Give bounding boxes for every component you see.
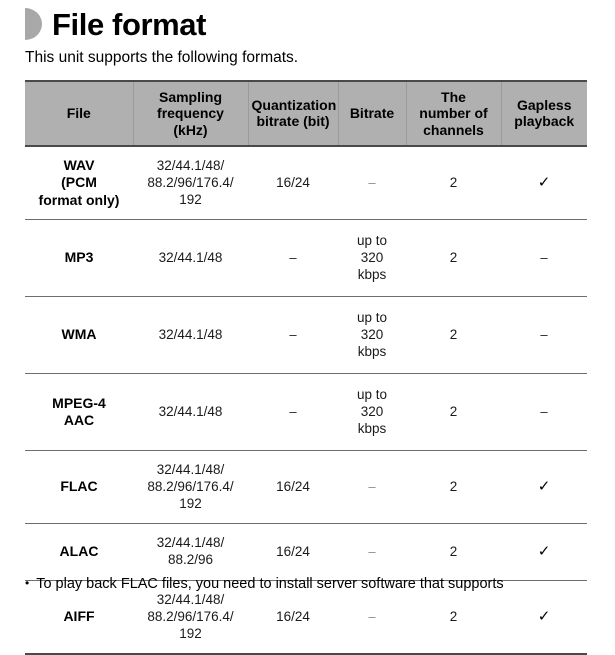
file-line-1: WAV <box>63 156 95 173</box>
cell-quantization-bitrate: 16/24 <box>248 581 338 655</box>
cell-quantization-bitrate: 16/24 <box>248 524 338 581</box>
bitrate-line-2: 320 <box>360 326 384 342</box>
check-icon: ✓ <box>537 542 551 560</box>
sampling-line-2: 88.2/96/176.4/ <box>147 174 234 190</box>
column-header-file <box>25 81 133 147</box>
file-line-3: format only) <box>38 191 120 208</box>
column-header-quantization-line-2: bitrate (bit) <box>256 113 330 130</box>
cell-quantization-bitrate: 16/24 <box>248 451 338 524</box>
cell-gapless-playback: – <box>501 220 587 297</box>
column-header-number-of-channels <box>406 81 501 147</box>
file-line-1: ALAC <box>59 543 99 560</box>
sampling-line-1: 32/44.1/48/ <box>156 461 225 477</box>
sampling-line-1: 32/44.1/48 <box>158 326 223 342</box>
footnote <box>25 575 600 591</box>
page-title: File format <box>52 6 207 42</box>
table-row <box>25 581 587 655</box>
cell-sampling-frequency <box>133 146 248 220</box>
cell-number-of-channels: 2 <box>406 297 501 374</box>
column-header-channels-line-3: channels <box>423 121 484 138</box>
file-line-1: AIFF <box>63 608 95 625</box>
bitrate-line-1: up to <box>356 232 388 248</box>
column-header-bitrate <box>338 81 406 147</box>
column-header-channels-line-1: The <box>441 88 466 105</box>
cell-gapless-playback: – <box>501 374 587 451</box>
cell-number-of-channels: 2 <box>406 146 501 220</box>
file-line-2: AAC <box>63 412 95 429</box>
bitrate-line-1: – <box>368 544 376 560</box>
cell-file <box>25 220 133 297</box>
table-row <box>25 374 587 451</box>
bitrate-line-1: – <box>368 175 376 191</box>
cell-sampling-frequency <box>133 374 248 451</box>
cell-gapless-playback <box>501 146 587 220</box>
bitrate-line-1: – <box>368 609 376 625</box>
cell-gapless-playback <box>501 581 587 655</box>
column-header-channels-line-2: number of <box>419 105 488 122</box>
footnote-text: To play back FLAC files, you need to install server software that supports <box>36 576 504 591</box>
column-header-bitrate-line-1: Bitrate <box>349 105 395 122</box>
cell-bitrate <box>338 374 406 451</box>
table-row <box>25 220 587 297</box>
column-header-sampling-frequency <box>133 81 248 147</box>
bitrate-line-1: – <box>368 479 376 495</box>
sampling-line-2: 88.2/96/176.4/ <box>147 608 234 624</box>
table-row <box>25 451 587 524</box>
table-header-row <box>25 81 587 147</box>
cell-file <box>25 451 133 524</box>
column-header-sampling-line-1: Sampling <box>158 88 222 105</box>
bitrate-line-1: up to <box>356 309 388 325</box>
half-circle-marker-icon <box>25 8 42 40</box>
cell-gapless-playback <box>501 451 587 524</box>
cell-sampling-frequency <box>133 220 248 297</box>
file-line-1: MP3 <box>64 249 94 266</box>
sampling-line-3: 192 <box>179 625 202 641</box>
cell-sampling-frequency <box>133 524 248 581</box>
cell-number-of-channels: 2 <box>406 451 501 524</box>
column-header-sampling-line-2: frequency <box>157 105 224 122</box>
bitrate-line-2: 320 <box>360 249 384 265</box>
cell-number-of-channels: 2 <box>406 524 501 581</box>
cell-number-of-channels: 2 <box>406 374 501 451</box>
sampling-line-3: 192 <box>179 495 202 511</box>
column-header-gapless-playback <box>501 81 587 147</box>
cell-gapless-playback <box>501 524 587 581</box>
column-header-gapless-line-2: playback <box>514 113 575 130</box>
column-header-quantization-bitrate <box>248 81 338 147</box>
column-header-quantization-line-1: Quantization <box>251 96 337 113</box>
cell-bitrate <box>338 146 406 220</box>
cell-file <box>25 581 133 655</box>
file-line-2: (PCM <box>61 174 97 191</box>
file-line-1: WMA <box>61 326 97 343</box>
cell-bitrate <box>338 297 406 374</box>
table-row <box>25 146 587 220</box>
check-icon: ✓ <box>537 173 551 191</box>
file-format-table-container <box>25 80 587 655</box>
cell-quantization-bitrate: – <box>248 297 338 374</box>
cell-bitrate <box>338 581 406 655</box>
bitrate-line-3: kbps <box>357 420 387 436</box>
sampling-line-3: 192 <box>179 191 202 207</box>
cell-sampling-frequency <box>133 581 248 655</box>
cell-quantization-bitrate: – <box>248 220 338 297</box>
column-header-gapless-line-1: Gapless <box>517 96 572 113</box>
sampling-line-1: 32/44.1/48 <box>158 403 223 419</box>
cell-sampling-frequency <box>133 297 248 374</box>
file-line-1: MPEG-4 <box>52 394 106 411</box>
column-header-file-line-1: File <box>66 105 91 122</box>
sampling-line-1: 32/44.1/48/ <box>156 157 225 173</box>
cell-quantization-bitrate: 16/24 <box>248 146 338 220</box>
bitrate-line-2: 320 <box>360 403 384 419</box>
cell-file <box>25 146 133 220</box>
sampling-line-1: 32/44.1/48 <box>158 249 223 265</box>
check-icon: ✓ <box>537 607 551 625</box>
cell-gapless-playback: – <box>501 297 587 374</box>
cell-number-of-channels: 2 <box>406 581 501 655</box>
file-line-1: FLAC <box>60 478 98 495</box>
bullet-icon: • <box>25 576 30 590</box>
table-header <box>25 81 587 147</box>
check-icon: ✓ <box>537 477 551 495</box>
cell-bitrate <box>338 451 406 524</box>
sampling-line-2: 88.2/96/176.4/ <box>147 478 234 494</box>
file-format-table <box>25 80 587 655</box>
page-subtitle: This unit supports the following formats. <box>25 49 299 66</box>
cell-file <box>25 524 133 581</box>
cell-quantization-bitrate: – <box>248 374 338 451</box>
bitrate-line-1: up to <box>356 386 388 402</box>
cell-sampling-frequency <box>133 451 248 524</box>
cell-bitrate <box>338 220 406 297</box>
bitrate-line-3: kbps <box>357 343 387 359</box>
cell-file <box>25 374 133 451</box>
sampling-line-2: 88.2/96 <box>167 552 214 568</box>
cell-number-of-channels: 2 <box>406 220 501 297</box>
table-row <box>25 524 587 581</box>
cell-file <box>25 297 133 374</box>
page-heading <box>0 0 615 40</box>
table-row <box>25 297 587 374</box>
bitrate-line-3: kbps <box>357 266 387 282</box>
sampling-line-1: 32/44.1/48/ <box>156 591 225 607</box>
sampling-line-1: 32/44.1/48/ <box>156 535 225 551</box>
column-header-sampling-line-3: (kHz) <box>173 121 208 138</box>
cell-bitrate <box>338 524 406 581</box>
